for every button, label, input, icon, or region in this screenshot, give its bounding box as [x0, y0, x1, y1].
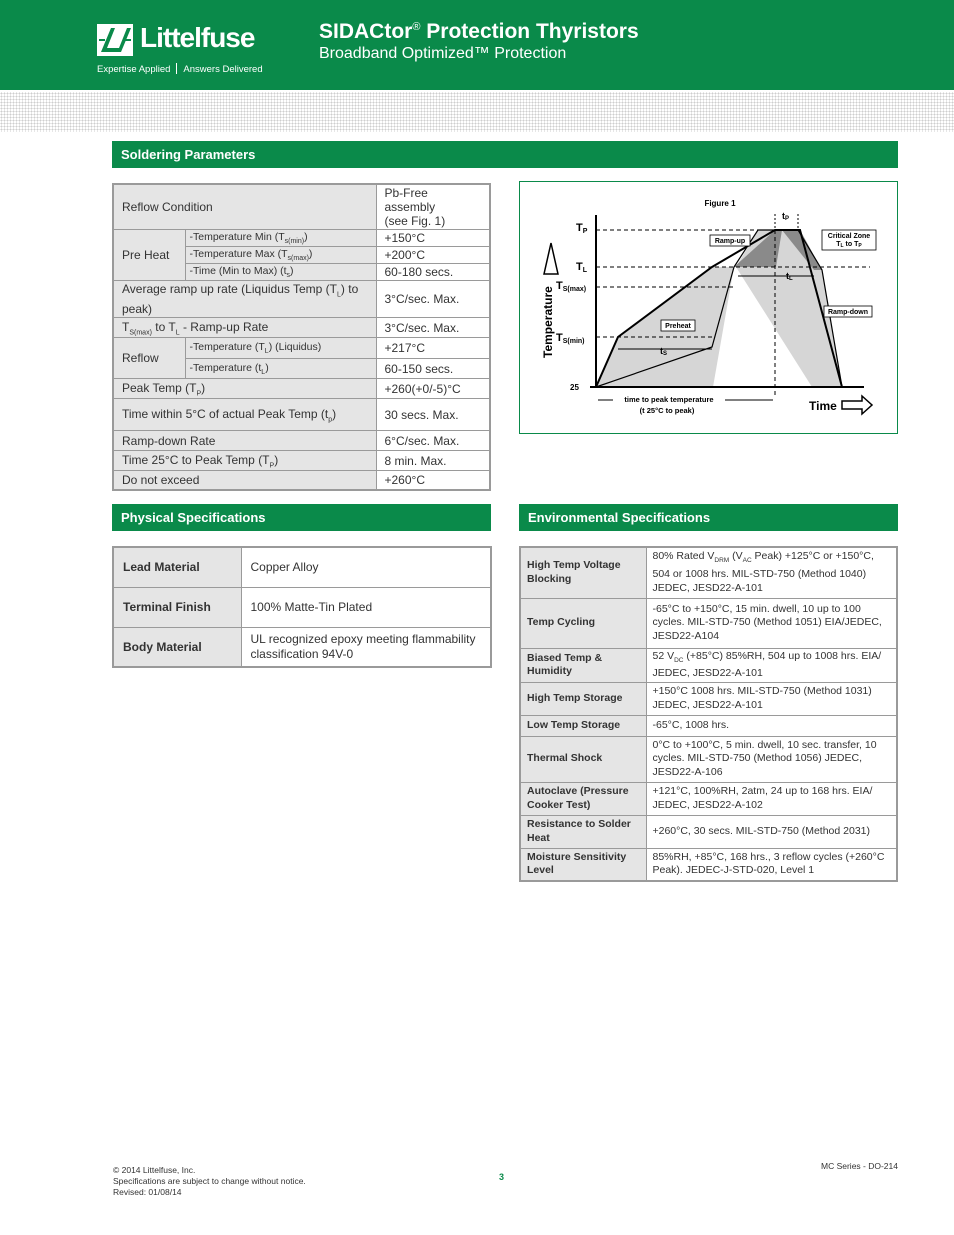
ts-ramp-value: 3°C/sec. Max. [376, 318, 490, 338]
t25-label: 25 [570, 383, 579, 392]
table-row [520, 547, 897, 598]
thermal-shock-label: Thermal Shock [520, 736, 646, 782]
reflow-profile-diagram [520, 182, 899, 435]
series-label: MC Series - DO-214 [821, 1161, 898, 1171]
figure-title: Figure 1 [704, 199, 736, 208]
change-notice: Specifications are subject to change without notice. [113, 1176, 306, 1186]
temp-min-value: +150°C [376, 230, 490, 247]
brand-name: Littelfuse [140, 22, 255, 53]
preheat-zone-label: Preheat [665, 323, 691, 330]
high-temp-storage-value: +150°C 1008 hrs. MIL-STD-750 (Method 1031) JEDEC, JESD22-A-101 [646, 682, 897, 715]
table-row [520, 648, 897, 682]
peak-time-label: time to peak temperature [624, 395, 714, 404]
table-row [520, 815, 897, 848]
body-material-label: Body Material [113, 627, 241, 667]
lead-material-label: Lead Material [113, 547, 241, 587]
autoclave-value: +121°C, 100%RH, 2atm, 24 up to 168 hrs. EIA/ JEDEC, JESD22-A-102 [646, 782, 897, 815]
time-within-peak-value: 30 secs. Max. [376, 399, 490, 431]
liquidus-time-value: 60-150 secs. [376, 359, 490, 379]
ts-ramp-label: $T_{S(max)}$ to $T_L$ - Ramp-up Rate [113, 318, 376, 338]
biased-temp-humidity-label: Biased Temp & Humidity [520, 648, 646, 682]
time-25-peak-value: 8 min. Max. [376, 451, 490, 471]
soldering-parameters-table [112, 183, 491, 491]
page-header [0, 0, 954, 90]
tl-small-label: tL [786, 271, 793, 282]
moisture-sensitivity-label: Moisture Sensitivity Level [520, 848, 646, 881]
table-row [520, 715, 897, 736]
avg-ramp-label: Average ramp up rate (Liquidus Temp $(T_L)$ to peak) [113, 281, 376, 318]
environmental-specifications-heading: Environmental Specifications [519, 504, 898, 531]
reflow-condition-value: Pb-Free assembly (see Fig. 1) [376, 184, 490, 230]
thermal-shock-value: 0°C to +100°C, 5 min. dwell, 10 sec. transfer, 10 cycles. MIL-STD-750 (Method 1056) JEDEC, JESD22-A-106 [646, 736, 897, 782]
ts-small-label: tS [660, 346, 668, 357]
tsmax-label: TS(max) [556, 280, 587, 293]
preheat-label: Pre Heat [113, 230, 185, 281]
physical-specifications-heading: Physical Specifications [112, 504, 491, 531]
table-row [520, 682, 897, 715]
page-title: SIDACtor® Protection Thyristors [319, 20, 639, 43]
biased-temp-humidity-value: 52 $V_{DC}$ (+85°C) 85%RH, 504 up to 1008 hrs. EIA/ JEDEC, JESD22-A-101 [646, 648, 897, 682]
copyright: © 2014 Littelfuse, Inc. [113, 1165, 196, 1175]
temperature-axis-label: Temperature [541, 286, 555, 358]
physical-specifications-table [112, 546, 492, 668]
ramp-down-value: 6°C/sec. Max. [376, 431, 490, 451]
revised-date: Revised: 01/08/14 [113, 1187, 182, 1197]
body-material-value: UL recognized epoxy meeting flammability classification 94V-0 [241, 627, 491, 667]
page-subtitle: Broadband Optimized™ Protection [319, 45, 567, 62]
page-number: 3 [499, 1172, 505, 1182]
table-row [520, 782, 897, 815]
temp-max-label: -Temperature Max $(T_{s(max)})$ [185, 247, 376, 264]
environmental-specifications-table [519, 546, 898, 882]
table-row [113, 627, 491, 667]
table-row [113, 547, 491, 587]
lead-material-value: Copper Alloy [241, 547, 491, 587]
moisture-sensitivity-value: 85%RH, +85°C, 168 hrs., 3 reflow cycles (+260°C Peak). JEDEC-J-STD-020, Level 1 [646, 848, 897, 881]
temp-max-value: +200°C [376, 247, 490, 264]
critical-zone-label: Critical Zone [827, 233, 871, 240]
high-temp-storage-label: High Temp Storage [520, 682, 646, 715]
autoclave-label: Autoclave (Pressure Cooker Test) [520, 782, 646, 815]
peak-temp-label: Peak Temp $(T_P)$ [113, 379, 376, 399]
footer-left [113, 1165, 306, 1198]
ramp-up-label: Ramp-up [714, 238, 746, 245]
brand-tagline: Expertise Applied Answers Delivered [97, 64, 263, 75]
do-not-exceed-label: Do not exceed [113, 471, 376, 490]
table-row [113, 587, 491, 627]
dotted-banner [0, 92, 954, 132]
low-temp-storage-value: -65°C, 1008 hrs. [646, 715, 897, 736]
temperature-arrow-icon [544, 243, 558, 274]
liquidus-time-label: -Temperature $(t_L)$ [185, 359, 376, 379]
terminal-finish-label: Terminal Finish [113, 587, 241, 627]
time-min-max-value: 60-180 secs. [376, 264, 490, 281]
tl-label: TL [576, 261, 588, 274]
time-min-max-label: -Time (Min to Max) $(t_s)$ [185, 264, 376, 281]
table-row [520, 736, 897, 782]
liquidus-temp-label: -Temperature $(T_L)$ (Liquidus) [185, 338, 376, 359]
reflow-label: Reflow [113, 338, 185, 379]
time-axis-label: Time [809, 399, 837, 413]
high-temp-voltage-blocking-label: High Temp Voltage Blocking [520, 547, 646, 598]
time-arrow-icon [842, 396, 872, 414]
reflow-condition-label: Reflow Condition [113, 184, 376, 230]
ramp-down-label: Ramp-down Rate [113, 431, 376, 451]
littelfuse-logo-icon [97, 24, 133, 56]
time-25-peak-label: Time 25°C to Peak Temp $(T_P)$ [113, 451, 376, 471]
temp-cycling-value: -65°C to +150°C, 15 min. dwell, 10 up to 100 cycles. MIL-STD-750 (Method 1051) EIA/JEDEC, JESD22-A104 [646, 598, 897, 648]
peak-time-sublabel: (t 25°C to peak) [639, 406, 695, 415]
resistance-solder-heat-value: +260°C, 30 secs. MIL-STD-750 (Method 2031) [646, 815, 897, 848]
terminal-finish-value: 100% Matte-Tin Plated [241, 587, 491, 627]
time-within-peak-label: Time within 5°C of actual Peak Temp $(t_p)$ [113, 399, 376, 431]
peak-temp-value: +260(+0/-5)°C [376, 379, 490, 399]
table-row [520, 598, 897, 648]
resistance-solder-heat-label: Resistance to Solder Heat [520, 815, 646, 848]
tsmin-label: TS(min) [556, 332, 585, 345]
tp-small-label: tP [782, 211, 790, 222]
do-not-exceed-value: +260°C [376, 471, 490, 490]
ramp-down-label: Ramp-down [827, 309, 869, 316]
liquidus-temp-value: +217°C [376, 338, 490, 359]
temp-cycling-label: Temp Cycling [520, 598, 646, 648]
soldering-parameters-heading: Soldering Parameters [112, 141, 898, 168]
critical-zone-range: TL to TP [836, 241, 862, 249]
high-temp-voltage-blocking-value: 80% Rated $V_{DRM}$ ($V_{AC}$ Peak) +125°C or +150°C, 504 or 1008 hrs. MIL-STD-750 (Method 1040) JEDEC, JESD22-A-101 [646, 547, 897, 598]
low-temp-storage-label: Low Temp Storage [520, 715, 646, 736]
temp-min-label: -Temperature Min $(T_{s(min)})$ [185, 230, 376, 247]
reflow-profile-figure [519, 181, 898, 434]
table-row [520, 848, 897, 881]
tp-label: TP [576, 222, 588, 235]
avg-ramp-value: 3°C/sec. Max. [376, 281, 490, 318]
